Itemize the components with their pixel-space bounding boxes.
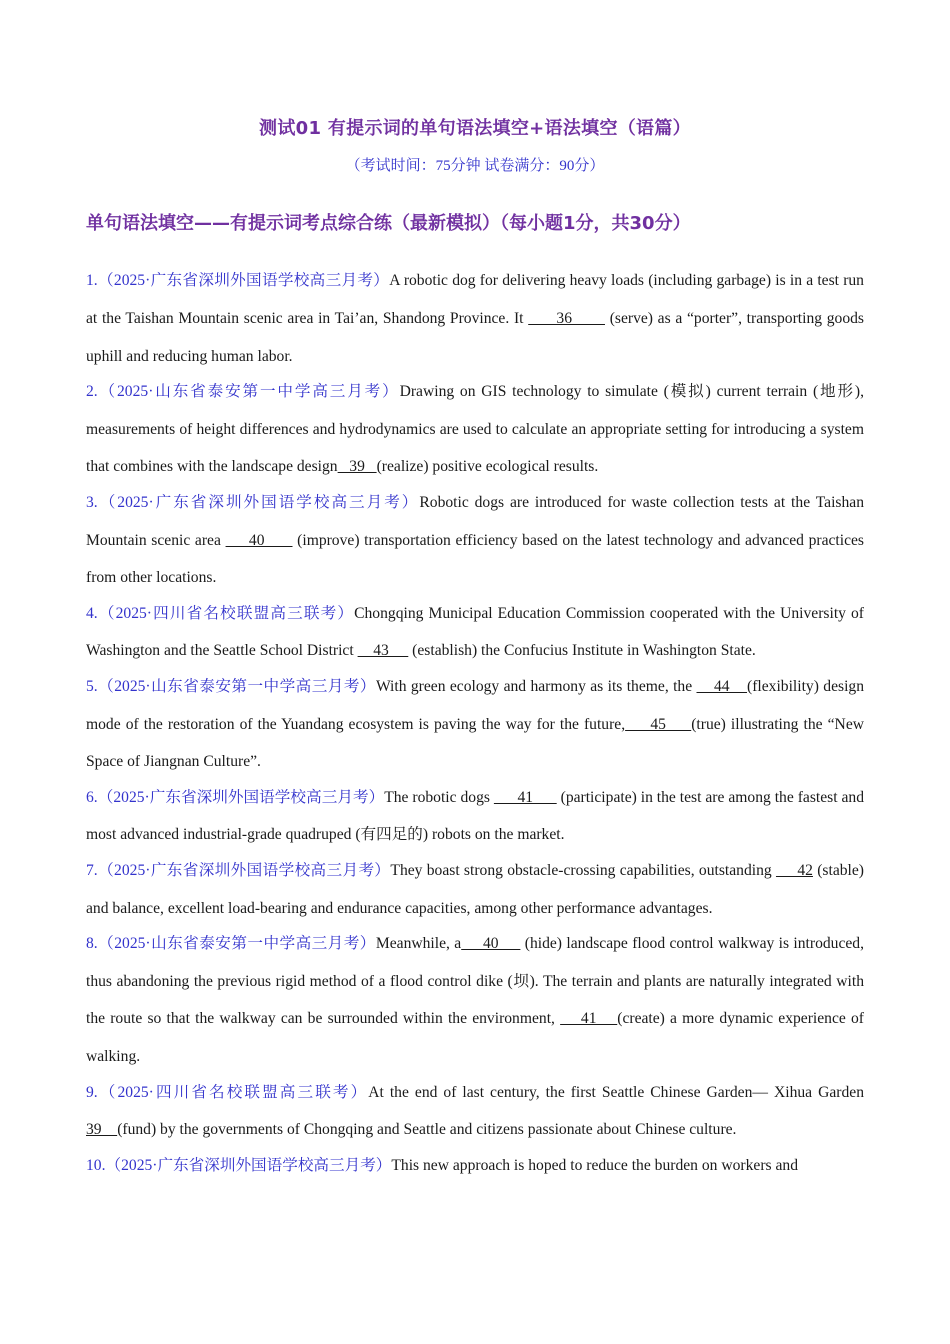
answer-blank[interactable]: 41 xyxy=(560,1010,618,1028)
question-item: 6.（2025·广东省深圳外国语学校高三月考）The robotic dogs 41 (participate) in the test are among the fastest and most advanced industrial-grade quadruped (有四足的) robots on the market. xyxy=(86,788,864,844)
question-item: 8.（2025·山东省泰安第一中学高三月考）Meanwhile, a 40 (hide) landscape flood control walkway is introduced, thus abandoning the previous rigid method of a flood control dike (坝). The terrain and plants are naturally integrated with the route so that the walkway can be surrounded within the environment, 41 (create) a more dynamic experience of walking. xyxy=(86,934,865,1066)
question-item: 2.（2025·山东省泰安第一中学高三月考）Drawing on GIS technology to simulate (模拟) current terrain (地形), measurements of height differences and hydrodynamics are used to calculate an appropriate setting for introducing a system that combines with the landscape design 39 (realize) positive ecological results. xyxy=(86,382,864,476)
question-source: 2.（2025·山东省泰安第一中学高三月考） xyxy=(86,382,400,400)
question-source: 5.（2025·山东省泰安第一中学高三月考） xyxy=(86,677,376,695)
question-source: 3.（2025·广东省深圳外国语学校高三月考） xyxy=(86,493,420,511)
question-item: 7.（2025·广东省深圳外国语学校高三月考）They boast strong obstacle-crossing capabilities, outstanding 42 (stable) and balance, excellent load-bearing and endurance capacities, among other performance advantages. xyxy=(86,861,864,917)
section-heading: 单句语法填空——有提示词考点综合练（最新模拟）（每小题1分，共30分） xyxy=(86,213,691,234)
answer-blank[interactable]: 39 xyxy=(337,458,377,476)
answer-blank[interactable]: 36 xyxy=(528,309,605,327)
question-item: 9.（2025·四川省名校联盟高三联考）At the end of last century, the first Seattle Chinese Garden— Xihua Garden 39 (fund) by the governments of Chongqing and Seattle and citizens passionate about Chinese culture. xyxy=(86,1083,864,1139)
answer-blank[interactable]: 43 xyxy=(357,642,409,660)
answer-blank[interactable]: 41 xyxy=(493,788,557,806)
answer-blank[interactable]: 40 xyxy=(225,531,293,549)
question-item: 1.（2025·广东省深圳外国语学校高三月考）A robotic dog for delivering heavy loads (including garbage) is in a test run at the Taishan Mountain scenic area in Tai’an, Shandong Province. It 36 (serve) as a “porter”, transporting goods uphill and reducing human labor. xyxy=(86,272,865,365)
question-item: 3.（2025·广东省深圳外国语学校高三月考）Robotic dogs are introduced for waste collection tests at the Taishan Mountain scenic area 40 (improve) transportation efficiency based on the latest technology and advanced practices from other locations. xyxy=(86,493,864,587)
answer-blank[interactable]: 39 xyxy=(86,1121,118,1139)
question-source: 9.（2025·四川省名校联盟高三联考） xyxy=(86,1083,369,1101)
question-source: 8.（2025·山东省泰安第一中学高三月考） xyxy=(86,934,376,952)
question-source: 7.（2025·广东省深圳外国语学校高三月考） xyxy=(86,861,391,879)
question-source: 6.（2025·广东省深圳外国语学校高三月考） xyxy=(86,788,385,806)
question-item: 10.（2025·广东省深圳外国语学校高三月考）This new approach is hoped to reduce the burden on workers and xyxy=(86,1156,799,1174)
question-item: 5.（2025·山东省泰安第一中学高三月考）With green ecology and harmony as its theme, the 44 (flexibility) design mode of the restoration of the Yuandang ecosystem is paving the way for the future, 45 (true) illustrating the “New Space of Jiangnan Culture”. xyxy=(86,677,865,771)
answer-blank[interactable]: 40 xyxy=(461,934,521,952)
question-source: 10.（2025·广东省深圳外国语学校高三月考） xyxy=(86,1156,392,1174)
page-title: 测试01 有提示词的单句语法填空+语法填空（语篇） xyxy=(259,118,691,139)
answer-blank[interactable]: 42 xyxy=(775,861,813,879)
answer-blank[interactable]: 44 xyxy=(696,677,748,695)
question-source: 4.（2025·四川省名校联盟高三联考） xyxy=(86,604,355,622)
question-item: 4.（2025·四川省名校联盟高三联考）Chongqing Municipal Education Commission cooperated with the University of Washington and the Seattle School District 43 (establish) the Confucius Institute in Washington State. xyxy=(86,604,864,660)
question-source: 1.（2025·广东省深圳外国语学校高三月考） xyxy=(86,272,390,289)
answer-blank[interactable]: 45 xyxy=(625,715,692,733)
exam-info: （考试时间：75分钟 试卷满分：90分） xyxy=(345,158,605,174)
question-list xyxy=(86,262,864,1182)
